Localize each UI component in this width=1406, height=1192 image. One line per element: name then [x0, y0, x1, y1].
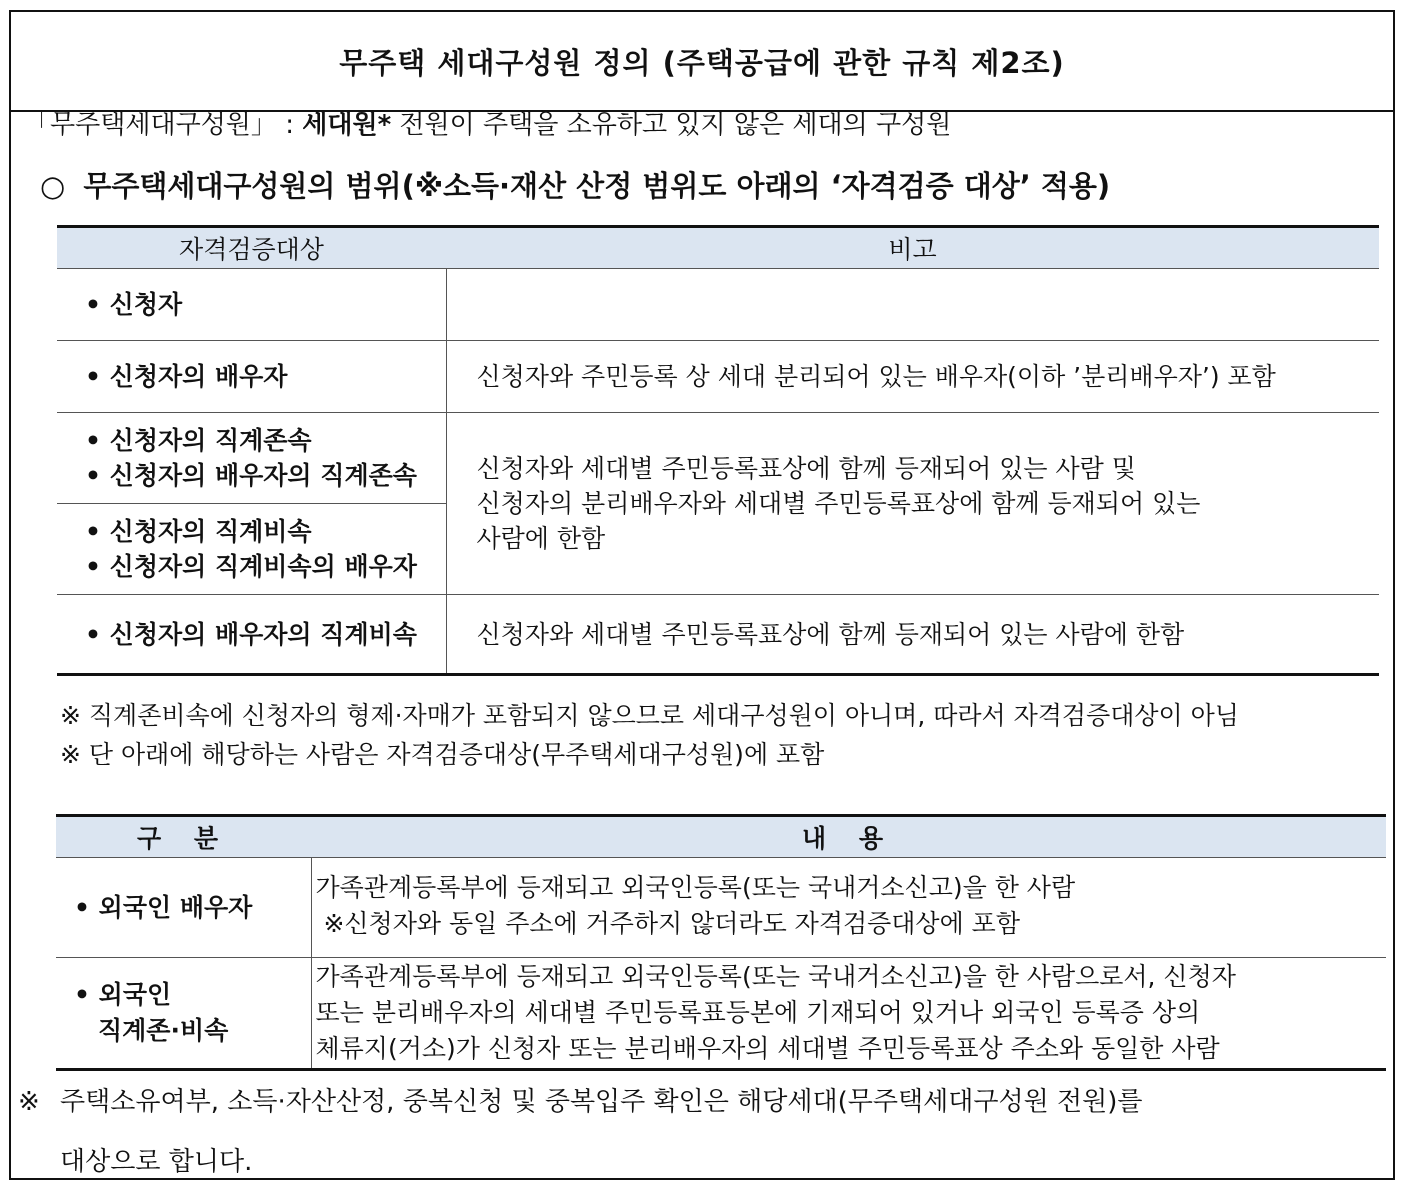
reference-mark-icon: ※ — [18, 1087, 40, 1117]
note-line: 신청자와 주민등록 상 세대 분리되어 있는 배우자(이하 ’분리배우자’) 포함 — [476, 362, 1276, 391]
footer-line-2: 대상으로 합니다. — [60, 1147, 253, 1177]
content-line: 체류지(거소)가 신청자 또는 분리배우자의 세대별 주민등록표상 주소와 동일한 사람 — [315, 1034, 1220, 1063]
content-cell — [311, 858, 1386, 958]
target-cell — [57, 595, 446, 675]
target-item: • 신청자의 직계비속의 배우자 — [85, 552, 417, 581]
note-cell — [446, 341, 1379, 413]
note-line: ※ 직계존비속에 신청자의 형제·자매가 포함되지 않으므로 세대구성원이 아니며, 따라서 자격검증대상이 아님 — [60, 701, 1239, 730]
category-cell — [56, 858, 311, 958]
category-cell — [56, 958, 311, 1070]
note-line: 신청자의 분리배우자와 세대별 주민등록표상에 함께 등재되어 있는 — [476, 489, 1201, 518]
table-row — [57, 595, 1379, 675]
note-line: 신청자와 세대별 주민등록표상에 함께 등재되어 있는 사람에 한함 — [476, 619, 1185, 649]
content-line: 가족관계등록부에 등재되고 외국인등록(또는 국내거소신고)을 한 사람 — [315, 873, 1076, 902]
footer-line-1: 주택소유여부, 소득·자산산정, 중복신청 및 중복입주 확인은 해당세대(무주택세대구성원 전원)를 — [60, 1087, 1143, 1117]
scope-heading-text: 무주택세대구성원의 범위(※소득·재산 산정 범위도 아래의 ‘자격검증 대상’ 적용) — [83, 169, 1111, 203]
note-line: ※ 단 아래에 해당하는 사람은 자격검증대상(무주택세대구성원)에 포함 — [60, 740, 825, 769]
target-item: • 신청자 — [85, 290, 183, 319]
eligibility-table — [57, 225, 1379, 676]
note-cell — [446, 269, 1379, 341]
header-notes: 비고 — [446, 227, 1379, 269]
note-line: 사람에 한함 — [476, 524, 606, 553]
target-cell — [57, 341, 446, 413]
definition-line — [24, 104, 951, 141]
note-cell — [446, 595, 1379, 675]
foreigner-table — [56, 814, 1386, 1071]
content-cell — [311, 958, 1386, 1070]
definition-bold: 세대원* — [302, 110, 392, 140]
table-row — [57, 269, 1379, 341]
circle-bullet-icon: ○ — [40, 169, 66, 203]
table-header-row — [57, 227, 1379, 269]
category-item: 직계존·비속 — [98, 1016, 229, 1045]
target-cell — [57, 413, 446, 504]
category-item: • 외국인 배우자 — [74, 892, 253, 922]
category-item: • 외국인 — [74, 980, 172, 1009]
table-row — [56, 958, 1386, 1070]
notes-block — [60, 696, 1239, 774]
target-item: • 신청자의 직계비속 — [85, 517, 312, 546]
footer-note — [18, 1072, 1142, 1192]
target-item: • 신청자의 직계존속 — [85, 426, 312, 455]
scope-heading — [40, 164, 1110, 205]
target-cell — [57, 504, 446, 595]
header-category: 구 분 — [56, 816, 311, 858]
target-item: • 신청자의 배우자 — [85, 362, 288, 391]
header-content: 내 용 — [311, 816, 1386, 858]
target-item: • 신청자의 배우자의 직계비속 — [85, 619, 417, 649]
definition-term: 「무주택세대구성원」 : — [24, 110, 303, 140]
header-targets: 자격검증대상 — [57, 227, 446, 269]
note-line: 신청자와 세대별 주민등록표상에 함께 등재되어 있는 사람 및 — [476, 454, 1136, 483]
content-line: ※신청자와 동일 주소에 거주하지 않더라도 자격검증대상에 포함 — [315, 909, 1020, 938]
table-row — [57, 341, 1379, 413]
table-row — [57, 413, 1379, 504]
target-cell — [57, 269, 446, 341]
definition-rest: 전원이 주택을 소유하고 있지 않은 세대의 구성원 — [391, 110, 952, 140]
page-title: 무주택 세대구성원 정의 (주택공급에 관한 규칙 제2조) — [11, 12, 1393, 112]
content-line: 가족관계등록부에 등재되고 외국인등록(또는 국내거소신고)을 한 사람으로서, 신청자 — [315, 962, 1236, 991]
content-line: 또는 분리배우자의 세대별 주민등록표등본에 기재되어 있거나 외국인 등록증 상의 — [315, 998, 1201, 1027]
table-row — [56, 858, 1386, 958]
table-header-row — [56, 816, 1386, 858]
note-cell — [446, 413, 1379, 595]
target-item: • 신청자의 배우자의 직계존속 — [85, 461, 417, 490]
